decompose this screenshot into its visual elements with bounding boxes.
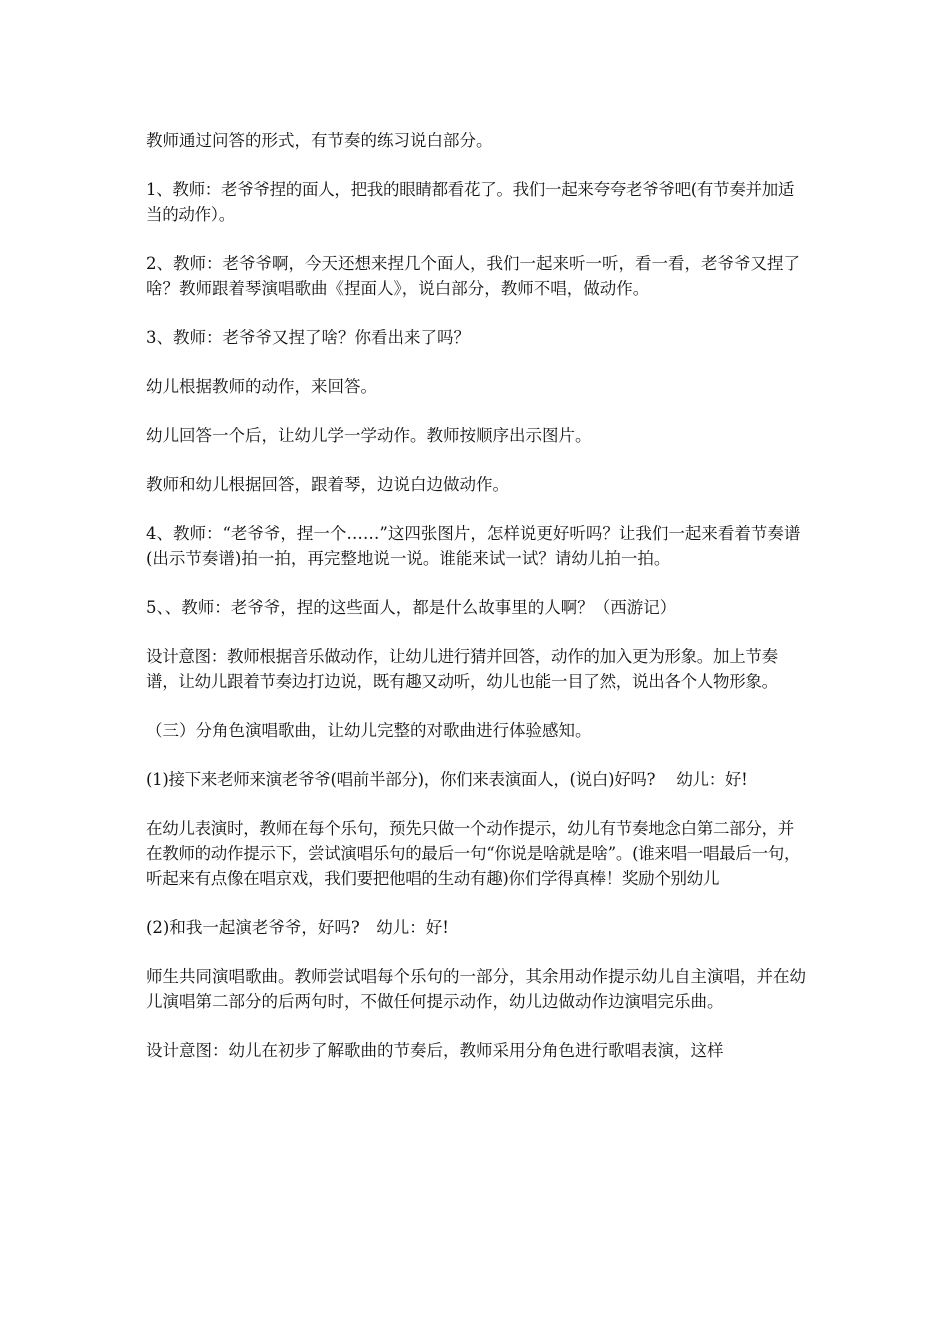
paragraph-teacher-and-children: 教师和幼儿根据回答，跟着琴，边说白边做动作。 xyxy=(146,475,509,494)
paragraph-step-1: 1、教师：老爷爷捏的面人，把我的眼睛都看花了。我们一起来夸夸老爷爷吧(有节奏并加适当的动作）。 xyxy=(146,180,795,224)
paragraph-children-answer: 幼儿根据教师的动作，来回答。 xyxy=(146,377,377,396)
section-heading-3: （三）分角色演唱歌曲，让幼儿完整的对歌曲进行体验感知。 xyxy=(146,721,592,740)
paragraph-design-intent-2: 设计意图：幼儿在初步了解歌曲的节奏后，教师采用分角色进行歌唱表演，这样 xyxy=(146,1041,724,1060)
paragraph-intro: 教师通过问答的形式，有节奏的练习说白部分。 xyxy=(146,131,493,150)
paragraph-step-3: 3、教师：老爷爷又捏了啥？你看出来了吗？ xyxy=(146,328,470,347)
paragraph-step-5: 5、、教师：老爷爷，捏的这些面人，都是什么故事里的人啊？（西游记） xyxy=(146,598,677,617)
paragraph-children-perform: 在幼儿表演时，教师在每个乐句，预先只做一个动作提示，幼儿有节奏地念白第二部分，并在教师的动作提示下，尝试演唱乐句的最后一句“你说是啥就是啥”。(谁来唱一唱最后一句，听起来有点像在唱京戏，我们要把他唱的生动有趣)你们学得真棒！奖励个别幼儿 xyxy=(146,819,801,888)
paragraph-sing-together: 师生共同演唱歌曲。教师尝试唱每个乐句的一部分，其余用动作提示幼儿自主演唱，并在幼儿演唱第二部分的后两句时，不做任何提示动作，幼儿边做动作边演唱完乐曲。 xyxy=(146,967,806,1011)
document-page xyxy=(146,128,810,1087)
paragraph-role-2: (2)和我一起演老爷爷，好吗? 幼儿：好! xyxy=(146,918,449,937)
paragraph-children-learn: 幼儿回答一个后，让幼儿学一学动作。教师按顺序出示图片。 xyxy=(146,426,592,445)
paragraph-step-4: 4、教师：“老爷爷，捏一个……”这四张图片，怎样说更好听吗？让我们一起来看着节奏谱(出示节奏谱)拍一拍，再完整地说一说。谁能来试一试？请幼儿拍一拍。 xyxy=(146,524,801,568)
paragraph-role-1: (1)接下来老师来演老爷爷(唱前半部分)，你们来表演面人，(说白)好吗? 幼儿：好! xyxy=(146,770,748,789)
paragraph-step-2: 2、教师：老爷爷啊，今天还想来捏几个面人，我们一起来听一听，看一看，老爷爷又捏了啥？教师跟着琴演唱歌曲《捏面人》，说白部分，教师不唱，做动作。 xyxy=(146,254,800,298)
paragraph-design-intent-1: 设计意图：教师根据音乐做动作，让幼儿进行猜并回答，动作的加入更为形象。加上节奏谱，让幼儿跟着节奏边打边说，既有趣又动听，幼儿也能一目了然，说出各个人物形象。 xyxy=(146,647,778,691)
